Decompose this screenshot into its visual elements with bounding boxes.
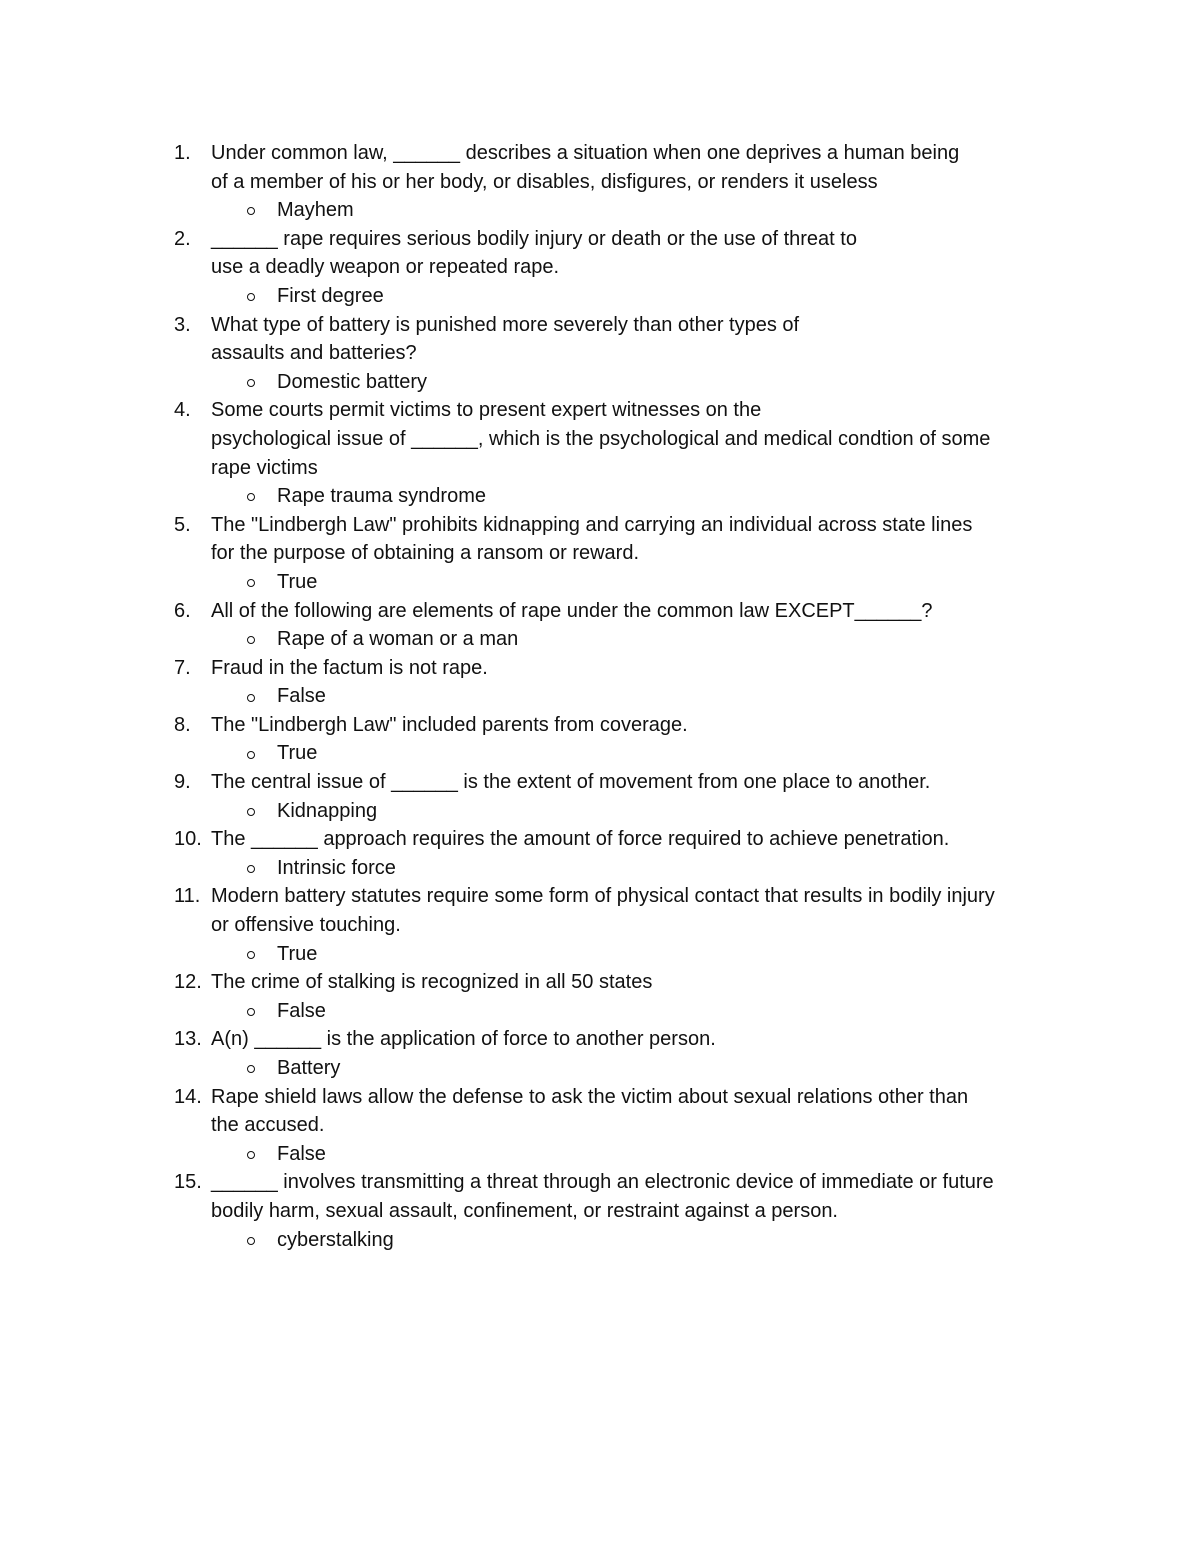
hollow-circle-bullet-icon (247, 808, 255, 816)
question-text-line: ______ involves transmitting a threat through an electronic device of immediate or future (211, 1171, 994, 1194)
question-text-line: the accused. (211, 1114, 325, 1137)
question-row (174, 396, 1074, 482)
question-text-line: The central issue of ______ is the extent of movement from one place to another. (211, 771, 931, 794)
answer-text: cyberstalking (277, 1228, 394, 1251)
question-row (174, 311, 1074, 368)
answer-text: False (277, 685, 326, 708)
question-number: 13. (174, 1028, 202, 1051)
question-text-line: or offensive touching. (211, 914, 401, 937)
question-item (174, 396, 1074, 510)
answer-item (174, 1140, 1074, 1169)
question-text-line: The "Lindbergh Law" prohibits kidnapping and carrying an individual across state lines (211, 513, 973, 536)
answer-item (174, 797, 1074, 826)
question-text-line: psychological issue of ______, which is the psychological and medical condtion of some (211, 427, 991, 450)
question-text (211, 882, 1074, 939)
answer-text: True (277, 942, 318, 965)
question-text-line: Modern battery statutes require some form of physical contact that results in bodily injury (211, 885, 995, 908)
answer-item (174, 1226, 1074, 1255)
answer-text: Battery (277, 1057, 341, 1079)
question-item (174, 225, 1074, 311)
question-text-line: The ______ approach requires the amount of force required to achieve penetration. (211, 828, 950, 851)
question-text-line: Some courts permit victims to present expert witnesses on the (211, 399, 762, 422)
question-text (211, 768, 1074, 797)
question-text-line: of a member of his or her body, or disables, disfigures, or renders it useless (211, 170, 878, 193)
question-row (174, 1168, 1074, 1225)
answer-item (174, 568, 1074, 597)
answer-text: Domestic battery (277, 370, 428, 393)
question-text-line: Fraud in the factum is not rape. (211, 656, 488, 679)
answer-text: Mayhem (277, 199, 354, 222)
question-number: 4. (174, 399, 191, 422)
question-text-line: A(n) ______ is the application of force to another person. (211, 1028, 716, 1051)
question-number: 3. (174, 313, 191, 336)
hollow-circle-bullet-icon (247, 493, 255, 501)
answer-text: False (277, 999, 326, 1022)
question-text (211, 225, 1074, 282)
question-number: 9. (174, 771, 191, 794)
question-row (174, 225, 1074, 282)
question-item (174, 968, 1074, 1025)
question-text-line: for the purpose of obtaining a ransom or reward. (211, 542, 640, 565)
question-item (174, 139, 1074, 225)
question-text-line: use a deadly weapon or repeated rape. (211, 256, 560, 279)
question-row (174, 139, 1074, 196)
answer-text: False (277, 1142, 326, 1165)
question-number: 10. (174, 828, 202, 851)
question-text (211, 825, 1074, 854)
question-item (174, 511, 1074, 597)
question-row (174, 825, 1074, 854)
question-item (174, 654, 1074, 711)
hollow-circle-bullet-icon (247, 293, 255, 301)
question-row (174, 882, 1074, 939)
answer-item (174, 625, 1074, 654)
question-list (174, 139, 1074, 1254)
question-text-line: The crime of stalking is recognized in all 50 states (211, 971, 653, 994)
answer-text: Kidnapping (277, 799, 378, 822)
question-text-line: Rape shield laws allow the defense to ask the victim about sexual relations other than (211, 1085, 969, 1108)
hollow-circle-bullet-icon (247, 207, 255, 215)
hollow-circle-bullet-icon (247, 1065, 255, 1073)
question-text-line: ______ rape requires serious bodily injury or death or the use of threat to (211, 227, 857, 250)
question-text-line: The "Lindbergh Law" included parents from coverage. (211, 713, 688, 736)
answer-item (174, 196, 1074, 225)
question-row (174, 711, 1074, 740)
question-number: 14. (174, 1085, 202, 1108)
question-number: 7. (174, 656, 191, 679)
question-row (174, 597, 1074, 626)
question-text (211, 597, 1074, 626)
question-number: 8. (174, 713, 191, 736)
question-number: 12. (174, 971, 202, 994)
question-item (174, 711, 1074, 768)
hollow-circle-bullet-icon (247, 694, 255, 702)
question-row (174, 654, 1074, 683)
answer-item (174, 482, 1074, 511)
question-number: 5. (174, 513, 191, 536)
hollow-circle-bullet-icon (247, 579, 255, 587)
question-item (174, 768, 1074, 825)
answer-item (174, 997, 1074, 1026)
question-number: 11. (174, 885, 201, 908)
question-text-line: Under common law, ______ describes a situation when one deprives a human being (211, 142, 960, 164)
question-text (211, 711, 1074, 740)
question-text (211, 396, 1074, 482)
answer-item (174, 682, 1074, 711)
answer-text: Rape trauma syndrome (277, 485, 486, 508)
hollow-circle-bullet-icon (247, 636, 255, 644)
question-item (174, 1025, 1074, 1082)
answer-text: First degree (277, 284, 384, 307)
question-text (211, 311, 1074, 368)
answer-text: True (277, 742, 318, 765)
hollow-circle-bullet-icon (247, 751, 255, 759)
question-text-line: assaults and batteries? (211, 342, 417, 365)
question-row (174, 768, 1074, 797)
hollow-circle-bullet-icon (247, 379, 255, 387)
answer-text: Intrinsic force (277, 856, 396, 879)
answer-item (174, 282, 1074, 311)
question-row (174, 511, 1074, 568)
question-text (211, 1168, 1074, 1225)
question-number: 2. (174, 227, 191, 250)
question-item (174, 597, 1074, 654)
question-text (211, 139, 1074, 196)
question-item (174, 311, 1074, 397)
question-number: 6. (174, 599, 191, 622)
question-text (211, 968, 1074, 997)
answer-item (174, 368, 1074, 397)
hollow-circle-bullet-icon (247, 951, 255, 959)
question-item (174, 882, 1074, 968)
question-item (174, 825, 1074, 882)
hollow-circle-bullet-icon (247, 1151, 255, 1159)
question-text-line: What type of battery is punished more severely than other types of (211, 313, 800, 336)
answer-item (174, 1054, 1074, 1083)
hollow-circle-bullet-icon (247, 1237, 255, 1245)
question-text (211, 1083, 1074, 1140)
answer-item (174, 739, 1074, 768)
question-row (174, 968, 1074, 997)
question-text-line: rape victims (211, 456, 318, 479)
question-number: 1. (174, 142, 191, 164)
answer-text: True (277, 570, 318, 593)
question-text (211, 511, 1074, 568)
answer-item (174, 854, 1074, 883)
hollow-circle-bullet-icon (247, 865, 255, 873)
question-item (174, 1083, 1074, 1169)
question-text (211, 654, 1074, 683)
question-row (174, 1083, 1074, 1140)
question-row (174, 1025, 1074, 1054)
question-text-line: All of the following are elements of rape under the common law EXCEPT______? (211, 599, 933, 622)
question-number: 15. (174, 1171, 202, 1194)
answer-text: Rape of a woman or a man (277, 628, 519, 651)
question-text-line: bodily harm, sexual assault, confinement, or restraint against a person. (211, 1199, 838, 1222)
hollow-circle-bullet-icon (247, 1008, 255, 1016)
question-text (211, 1025, 1074, 1054)
question-item (174, 1168, 1074, 1254)
answer-item (174, 940, 1074, 969)
